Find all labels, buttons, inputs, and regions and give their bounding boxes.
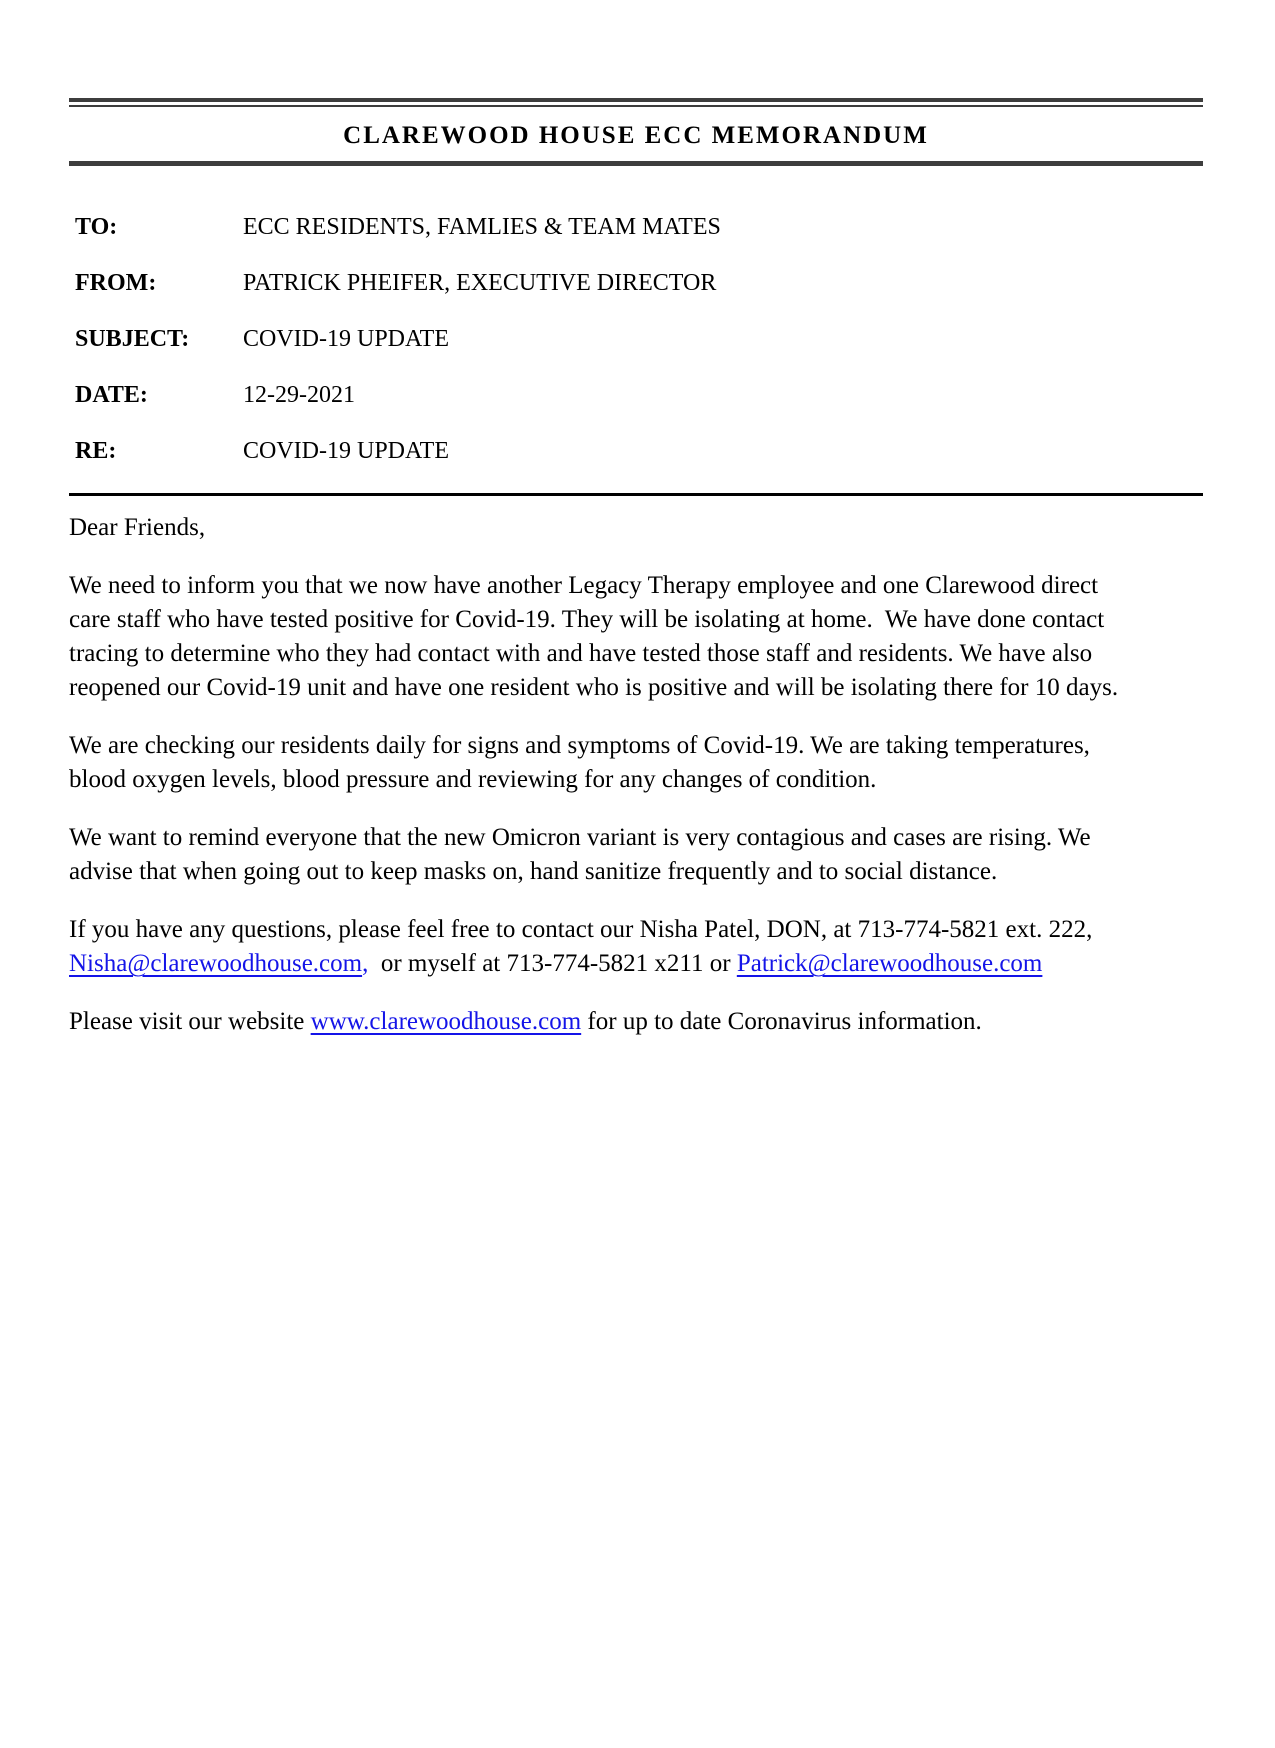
field-label-from: FROM:	[75, 270, 157, 296]
field-value-subject: COVID-19 UPDATE	[243, 326, 449, 352]
field-label-subject: SUBJECT:	[75, 326, 190, 352]
field-value-re: COVID-19 UPDATE	[243, 438, 449, 464]
contact-comma-text: ,	[362, 950, 369, 977]
website-outro-text: for up to date Coronavirus information.	[581, 1008, 982, 1035]
paragraph-covid-update: We need to inform you that we now have another Legacy Therapy employee and one Clarewood direct care staff who have tested positive for Covid-19. They will be isolating at home. We have done contact tracing to determine who they had contact with and have tested those staff and residents. We have also reopened our Covid-19 unit and have one resident who is positive and will be isolating there for 10 days.	[69, 572, 1119, 701]
nisha-email-link[interactable]: Nisha@clarewoodhouse.com	[69, 950, 363, 977]
field-row-to	[75, 213, 1275, 241]
paragraph-website	[69, 1005, 1125, 1039]
salutation: Dear Friends,	[69, 514, 206, 541]
paragraph-daily-checks: We are checking our residents daily for signs and symptoms of Covid-19. We are taking temperatures, blood oxygen levels, blood pressure and reviewing for any changes of condition.	[69, 732, 1097, 793]
field-label-date: DATE:	[75, 382, 148, 408]
memo-header	[69, 98, 1203, 166]
patrick-email-link[interactable]: Patrick@clarewoodhouse.com	[736, 950, 1043, 977]
field-value-from: PATRICK PHEIFER, EXECUTIVE DIRECTOR	[243, 270, 717, 296]
memo-body	[69, 511, 1125, 1039]
field-row-re	[75, 437, 1275, 465]
paragraph-omicron-reminder: We want to remind everyone that the new Omicron variant is very contagious and cases are rising. We advise that when going out to keep masks on, hand sanitize frequently and to social distance.	[69, 824, 1097, 885]
field-value-to: ECC RESIDENTS, FAMLIES & TEAM MATES	[243, 214, 721, 240]
paragraph-contact-info	[69, 913, 1125, 981]
field-row-subject	[75, 325, 1275, 353]
field-value-date: 12-29-2021	[243, 382, 355, 408]
field-row-date	[75, 381, 1275, 409]
memo-title: CLAREWOOD HOUSE ECC MEMORANDUM	[343, 122, 929, 149]
contact-middle-text: or myself at 713-774-5821 x211 or	[368, 950, 737, 977]
memo-fields	[75, 213, 1275, 465]
header-top-double-rule	[69, 98, 1203, 107]
field-label-re: RE:	[75, 438, 117, 464]
field-row-from	[75, 269, 1275, 297]
field-label-to: TO:	[75, 214, 118, 240]
website-intro-text: Please visit our website	[69, 1008, 311, 1035]
memo-page	[0, 98, 1275, 1748]
website-link[interactable]: www.clarewoodhouse.com	[310, 1008, 582, 1035]
memo-divider-rule	[69, 493, 1203, 496]
header-bottom-rule	[69, 161, 1203, 166]
contact-intro-text: If you have any questions, please feel free to contact our Nisha Patel, DON, at 713-774-5821 ext. 222,	[69, 916, 1099, 943]
